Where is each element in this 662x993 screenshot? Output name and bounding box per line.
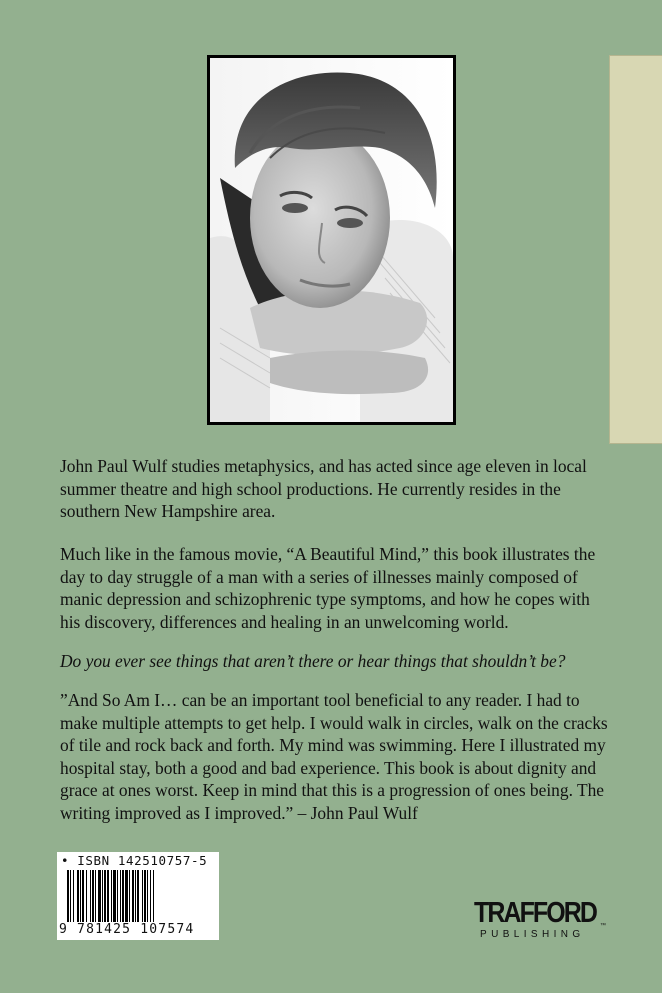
- barcode-bar: [90, 870, 91, 922]
- barcode-bar: [122, 870, 124, 922]
- barcode-bar: [95, 870, 96, 922]
- isbn-label: • ISBN 142510757-5: [61, 853, 208, 868]
- publisher-subtitle: PUBLISHING: [480, 929, 585, 940]
- author-quote-paragraph: ”And So Am I… can be an important tool beneficial to any reader. I had to make multiple attempts to get help. I would walk in circles, walk on the cracks of tile and rock back and forth. My mind was swimming. Here I illustrated my hospital stay, both a good and bad experience. This book is about dignity and grace at ones worst. Keep in mind that this is a progression of ones being. The writing improved as I improved.” – John Paul Wulf: [60, 690, 608, 823]
- barcode-bar: [125, 870, 128, 922]
- barcode-digits: 9 781425 107574: [59, 922, 195, 937]
- tagline-question: Do you ever see things that aren’t there or hear things that shouldn’t be?: [60, 651, 566, 671]
- barcode-bar: [120, 870, 121, 922]
- barcode-bar: [98, 870, 101, 922]
- barcode-bar: [111, 870, 112, 922]
- spine-tab: [609, 55, 662, 444]
- barcode-bar: [117, 870, 118, 922]
- barcode-bar: [113, 870, 116, 922]
- barcode-bar: [77, 870, 79, 922]
- barcode-bar: [144, 870, 146, 922]
- barcode-bar: [92, 870, 94, 922]
- author-bio-paragraph: John Paul Wulf studies metaphysics, and has acted since age eleven in local summer theatre and high school productions. He currently resides in the southern New Hampshire area.: [60, 456, 587, 521]
- isbn-barcode: [57, 852, 219, 940]
- barcode-bar: [142, 870, 143, 922]
- barcode-bar: [137, 870, 139, 922]
- author-photo: [210, 58, 453, 422]
- barcode-bar: [147, 870, 148, 922]
- barcode-bar: [67, 870, 69, 922]
- barcode-bar: [135, 870, 136, 922]
- barcode-bar: [73, 870, 74, 922]
- barcode-bar: [102, 870, 103, 922]
- barcode-bar: [82, 870, 84, 922]
- barcode-bar: [104, 870, 106, 922]
- barcode-bar: [70, 870, 71, 922]
- book-summary-paragraph: Much like in the famous movie, “A Beautiful Mind,” this book illustrates the day to day struggle of a man with a series of illnesses mainly composed of manic depression and schizophrenic type symptoms, and how he copes with his discovery, differences and healing in an unwelcoming world.: [60, 544, 596, 632]
- author-photo-frame: [207, 55, 456, 425]
- barcode-bar: [150, 870, 151, 922]
- trademark-symbol: ™: [600, 923, 606, 929]
- barcode-bars: [67, 870, 215, 922]
- barcode-bar: [80, 870, 81, 922]
- barcode-bar: [153, 870, 154, 922]
- publisher-name: TRAFFORD: [474, 897, 597, 929]
- barcode-bar: [86, 870, 87, 922]
- barcode-bar: [132, 870, 134, 922]
- barcode-bar: [129, 870, 130, 922]
- barcode-bar: [107, 870, 109, 922]
- publisher-logo: [468, 897, 608, 943]
